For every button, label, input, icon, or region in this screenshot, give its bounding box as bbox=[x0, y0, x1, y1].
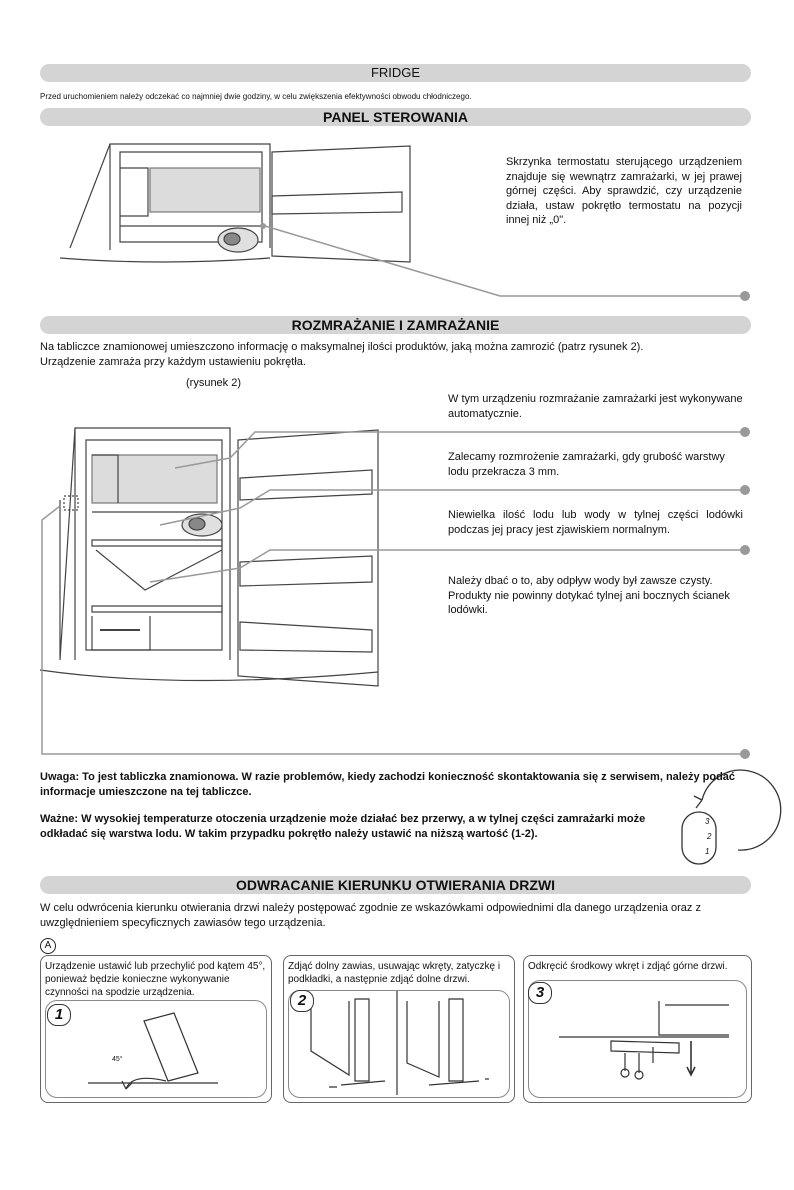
step-2-illustration bbox=[288, 990, 510, 1098]
note-drain: Należy dbać o to, aby odpływ wody był zawsze czysty. Produkty nie powinny dotykać tylnej ani bocznych ścianek lodówki. bbox=[448, 575, 730, 616]
reverse-text: W celu odwrócenia kierunku otwierania drzwi należy postępować zgodnie ze wskazówkami odpowiednimi dla danego urządzenia oraz z uwzględnieniem specyficznych zawiasów tego urządzenia. bbox=[40, 902, 701, 929]
defrost-intro-2: Urządzenie zamraża przy każdym ustawieniu pokrętła. bbox=[40, 356, 306, 368]
warning-high-temp: Ważne: W wysokiej temperaturze otoczenia urządzenie może działać bez przerwy, a w tylnej części zamrażarki może odkładać się warstwa lodu. W takim przypadku pokrętło należy ustawić na niższą wartość (1-2). bbox=[40, 813, 646, 840]
step-2-box bbox=[283, 955, 515, 1103]
note-ice-normal: Niewielka ilość lodu lub wody w tylnej części lodówki podczas jej pracy jest zjawiskiem normalnym. bbox=[448, 509, 743, 536]
step-3-box bbox=[523, 955, 752, 1103]
step-1-number: 1 bbox=[47, 1004, 71, 1026]
panel-text: Skrzynka termostatu sterującego urządzeniem znajduje się wewnątrz zamrażarki, w jej prawej górnej części. Aby sprawdzić, czy urządzenie działa, ustaw pokrętło termostatu na pozycji innej niż „0". bbox=[506, 156, 742, 226]
dial-number-2: 2 bbox=[707, 832, 712, 841]
note-ice-thickness: Zalecamy rozmrożenie zamrażarki, gdy grubość warstwy lodu przekracza 3 mm. bbox=[448, 451, 725, 478]
warning-rating-plate: Uwaga: To jest tabliczka znamionowa. W razie problemów, kiedy zachodzi konieczność skontaktowania się z serwisem, należy podać informacje umieszczone na tej tabliczce. bbox=[40, 771, 736, 798]
step-2-text: Zdjąć dolny zawias, usuwając wkręty, zatyczkę i podkładki, a następnie zdjąć dolne drzwi. bbox=[288, 961, 501, 985]
step-3-drawing bbox=[529, 981, 745, 1095]
figure-label: (rysunek 2) bbox=[186, 377, 242, 389]
fridge-header: FRIDGE bbox=[40, 64, 751, 82]
variant-a-marker: A bbox=[40, 938, 56, 954]
intro-text: Przed uruchomieniem należy odczekać co najmniej dwie godziny, w celu zwiększenia efektywności obwodu chłodniczego. bbox=[40, 92, 472, 101]
dial-number-3: 3 bbox=[705, 817, 710, 826]
reverse-header: ODWRACANIE KIERUNKU OTWIERANIA DRZWI bbox=[40, 876, 751, 894]
panel-header: PANEL STEROWANIA bbox=[40, 108, 751, 126]
step-2-number: 2 bbox=[290, 990, 314, 1012]
step-3-text: Odkręcić środkowy wkręt i zdjąć górne drzwi. bbox=[528, 961, 728, 972]
defrost-intro-1: Na tabliczce znamionowej umieszczono informację o maksymalnej ilości produktów, jaką można zamrozić (patrz rysunek 2). bbox=[40, 341, 644, 353]
dial-number-1: 1 bbox=[705, 847, 710, 856]
step-1-illustration bbox=[45, 1000, 267, 1098]
note-auto-defrost: W tym urządzeniu rozmrażanie zamrażarki jest wykonywane automatycznie. bbox=[448, 393, 743, 420]
step-2-drawing bbox=[289, 991, 509, 1095]
step-3-illustration bbox=[528, 980, 747, 1098]
step-3-number: 3 bbox=[528, 982, 552, 1004]
angle-label: 45° bbox=[112, 1056, 123, 1063]
step-1-text: Urządzenie ustawić lub przechylić pod kątem 45°, ponieważ będzie konieczne wykonywanie czynności na spodzie urządzenia. bbox=[45, 961, 266, 998]
step-1-drawing bbox=[46, 1001, 266, 1095]
defrost-header: ROZMRAŻANIE I ZAMRAŻANIE bbox=[40, 316, 751, 334]
step-1-box bbox=[40, 955, 272, 1103]
